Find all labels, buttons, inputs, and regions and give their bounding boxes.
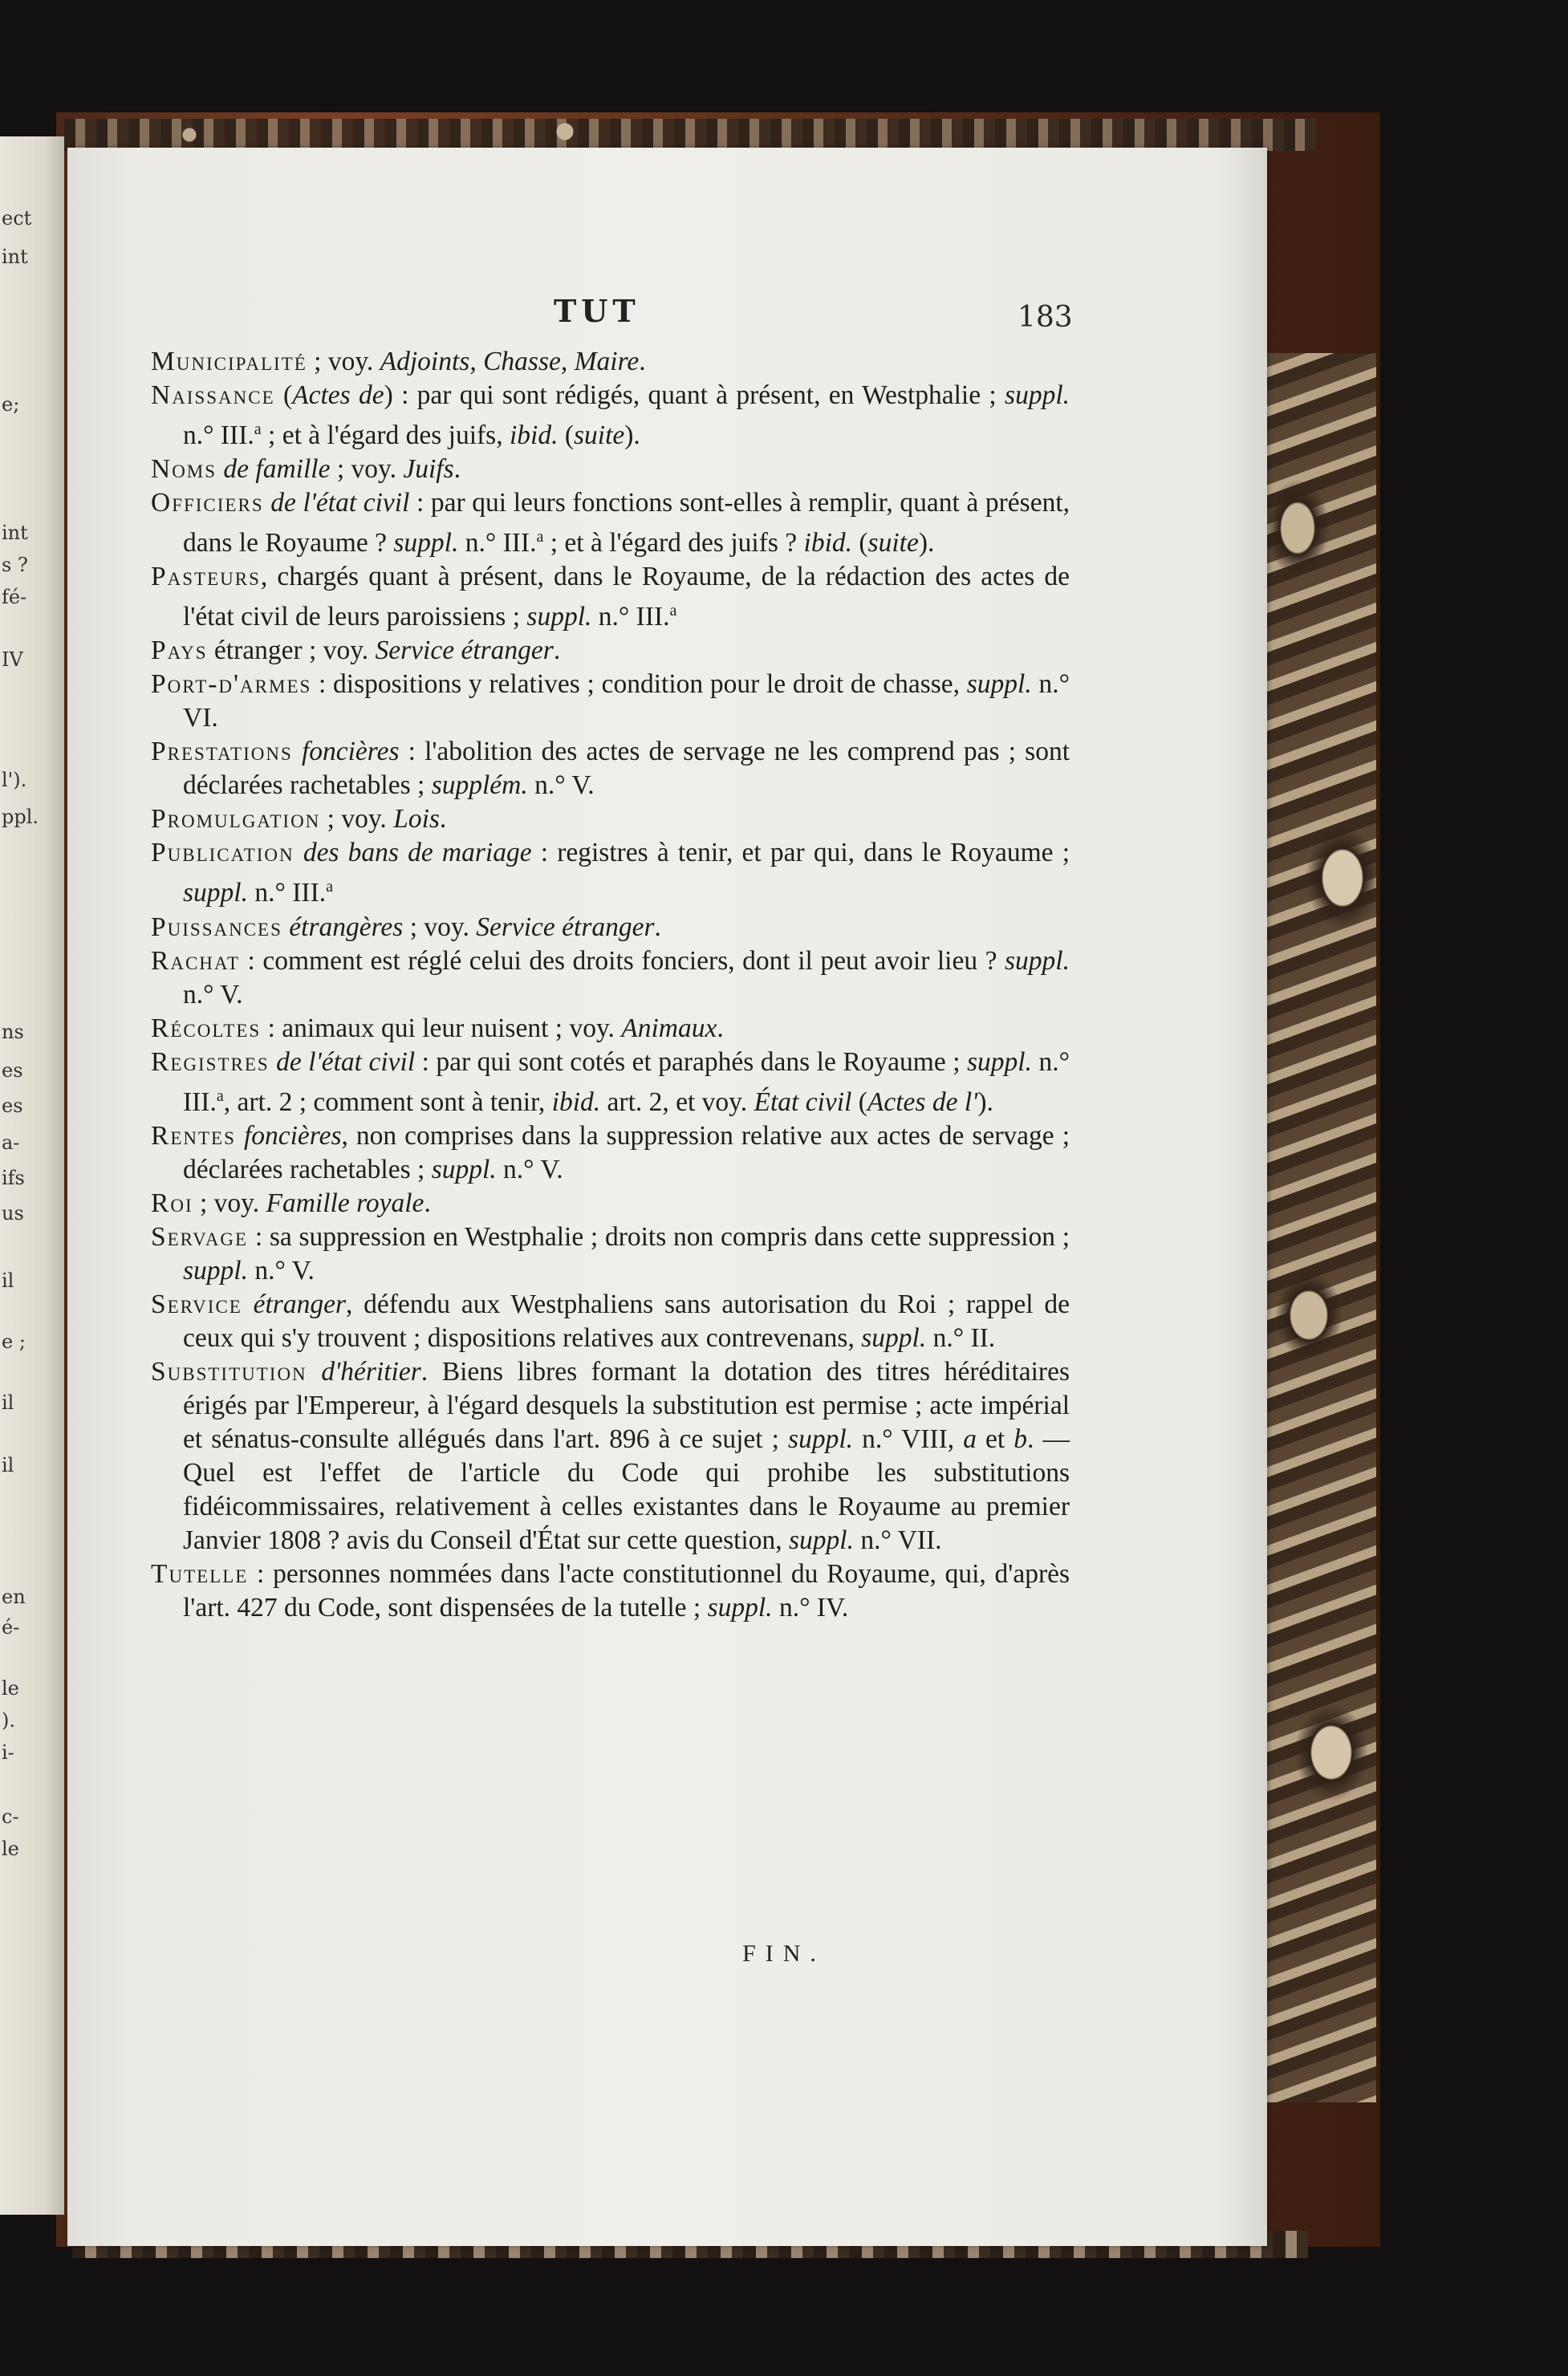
entry-headword: Rachat (151, 945, 241, 976)
entry-headword: Prestations (151, 737, 293, 767)
left-page-text-fragment: us (2, 1202, 24, 1225)
entry-text (264, 488, 271, 518)
entry-headword: Municipalité (151, 347, 307, 376)
left-page-text-fragment: ns (2, 1021, 24, 1043)
entry-superscript: a (669, 602, 677, 620)
entry-italic-text: Lois (393, 804, 440, 835)
entry-headword: Publication (151, 838, 295, 868)
entry-text: n.° V. (496, 1154, 563, 1184)
entry-italic-text: étranger (253, 1289, 346, 1319)
entry-headword: Puissances (151, 912, 282, 942)
entry-text: n.° V. (247, 1255, 315, 1285)
entry-headword: Servage (151, 1221, 249, 1252)
index-entry (151, 345, 1070, 379)
left-page-text-fragment: es (2, 1059, 23, 1082)
entry-text: . (424, 1188, 431, 1218)
entry-text: ; voy. (330, 454, 404, 485)
entry-text: ; voy. (320, 804, 394, 835)
left-page-text-fragment: IV (2, 648, 23, 671)
entry-italic-text: suppl. (183, 1255, 248, 1285)
left-page-text-fragment: e; (2, 393, 20, 416)
entry-italic-text: suite (573, 420, 625, 451)
entry-text: n.° III. (183, 1046, 1070, 1117)
entry-italic-text: suppl. (966, 669, 1032, 700)
entry-headword: Noms (151, 454, 217, 485)
left-page-text-fragment: i- (2, 1741, 14, 1764)
entry-italic-text: Famille royale (266, 1188, 424, 1218)
entry-headword: Substitution (151, 1356, 307, 1387)
entry-italic-text: de l'état civil (270, 488, 410, 518)
index-entry (151, 1187, 1070, 1220)
entry-text: ). (624, 420, 640, 451)
entry-italic-text: Juifs (403, 454, 454, 485)
entry-text: ). (977, 1086, 993, 1117)
entry-text: art. 2, et voy. (600, 1086, 754, 1117)
end-mark: FIN. (742, 1940, 826, 1967)
left-page-text-fragment: en (2, 1586, 26, 1608)
entry-superscript: a (216, 1086, 224, 1105)
entry-text: ; voy. (193, 1188, 266, 1218)
entry-italic-text: supplém. (431, 770, 528, 801)
marbled-endpaper (1264, 353, 1376, 2102)
index-entry (151, 1119, 1070, 1187)
entry-headword: Port-d'armes (151, 669, 312, 700)
entry-italic-text: de l'état civil (276, 1046, 416, 1077)
entry-text: . (639, 347, 646, 376)
index-entry (151, 486, 1070, 560)
entry-text: . (654, 912, 661, 942)
entry-headword: Rentes (151, 1120, 236, 1151)
entry-text: . (453, 454, 461, 485)
entry-text: ). (918, 528, 935, 558)
entry-headword: Pays (151, 636, 208, 666)
entry-text: : l'abolition des actes de servage ne les comprend pas ; sont déclarées rachetables ; (183, 737, 1070, 801)
entry-text (242, 1290, 254, 1319)
entry-italic-text: ibid. (803, 528, 853, 558)
entry-italic-text: suppl. (861, 1322, 927, 1353)
left-page-text-fragment: e ; (2, 1330, 26, 1353)
left-page-text-fragment: le (2, 1677, 19, 1700)
entry-text: et (976, 1424, 1014, 1454)
entry-text: n.° III. (183, 420, 254, 451)
entry-text: : par qui sont cotés et paraphés dans le Royaume ; (415, 1046, 967, 1077)
left-page-text-fragment: c- (2, 1805, 19, 1828)
entry-text: : par qui leurs fonctions sont-elles à remplir, quant à présent, dans le Royaume ? (183, 488, 1070, 558)
entry-headword: Tutelle (151, 1558, 249, 1589)
index-entry (151, 1288, 1070, 1355)
left-page-text-fragment: é- (2, 1616, 20, 1639)
entry-italic-text: Actes de (292, 380, 384, 410)
entry-italic-text: ibid. (551, 1086, 601, 1117)
entry-headword: Roi (151, 1188, 193, 1218)
index-entry (151, 1355, 1070, 1558)
left-page-text-fragment: il (2, 1391, 14, 1414)
index-entries (151, 345, 1070, 1625)
entry-italic-text: ibid. (509, 420, 559, 451)
entry-text (293, 737, 302, 766)
index-entry (151, 668, 1070, 735)
entry-italic-text: b (1014, 1424, 1028, 1454)
entry-text (282, 912, 289, 942)
entry-text: : personnes nommées dans l'acte constitutionnel du Royaume, qui, d'après l'art. 427 du Code, sont dispensées de la tutelle ; (183, 1558, 1070, 1623)
entry-italic-text: Adjoints, Chasse, Maire (380, 347, 640, 376)
entry-text: n.° II. (926, 1322, 996, 1353)
index-entry (151, 560, 1070, 634)
entry-italic-text: État civil (754, 1086, 852, 1117)
entry-text: , chargés quant à présent, dans le Royaume, de la rédaction des actes de l'état civil de leurs paroissiens ; (183, 562, 1070, 632)
index-entry (151, 1558, 1070, 1625)
entry-text: ; et à l'égard des juifs ? (543, 528, 804, 558)
entry-text: : animaux qui leur nuisent ; voy. (261, 1013, 622, 1043)
entry-text: n.° III. (458, 528, 537, 558)
entry-italic-text: suppl. (393, 528, 459, 558)
entry-text: n.° VII. (853, 1525, 942, 1555)
entry-headword: Registres (151, 1046, 270, 1077)
entry-text: ; voy. (403, 912, 477, 942)
entry-italic-text: suppl. (183, 878, 248, 908)
page-number: 183 (1018, 301, 1073, 334)
entry-superscript: a (254, 420, 262, 438)
left-page-text-fragment: int (2, 522, 28, 544)
entry-italic-text: foncières (301, 737, 400, 767)
index-entry (151, 802, 1070, 836)
entry-italic-text: Service étranger (476, 912, 655, 942)
entry-text: , non comprises dans la suppression relative aux actes de servage ; déclarées rachetables ; (183, 1120, 1070, 1184)
entry-text: n.° VIII, (853, 1424, 964, 1454)
entry-text (295, 838, 303, 867)
entry-text: n.° III. (591, 602, 670, 632)
entry-text: n.° IV. (772, 1592, 849, 1623)
entry-headword: Naissance (151, 380, 275, 410)
entry-text: ; voy. (307, 347, 380, 376)
entry-text: . (553, 636, 561, 666)
entry-italic-text: foncières (243, 1120, 342, 1151)
index-entry (151, 1220, 1070, 1288)
left-page-text-fragment: l'). (2, 769, 27, 791)
entry-text: n.° V. (527, 770, 595, 801)
entry-text: , art. 2 ; comment sont à tenir, (223, 1086, 552, 1117)
left-page-text-fragment: int (2, 246, 28, 268)
entry-text (270, 1047, 276, 1077)
entry-italic-text: suite (867, 528, 919, 558)
entry-headword: Service (151, 1289, 242, 1319)
marbled-edge-top (64, 119, 1316, 151)
entry-italic-text: suppl. (967, 1046, 1032, 1077)
entry-italic-text: suppl. (707, 1592, 773, 1623)
entry-headword: Pasteurs (151, 562, 261, 592)
left-page-text-fragment: ect (2, 207, 32, 229)
entry-italic-text: suppl. (788, 1424, 854, 1454)
left-page-text-fragment: le (2, 1838, 19, 1860)
entry-italic-text: d'héritier (321, 1356, 421, 1387)
index-entry (151, 836, 1070, 910)
entry-text: ( (851, 1086, 867, 1117)
left-page-text-fragment: il (2, 1269, 14, 1292)
entry-superscript: a (326, 878, 333, 896)
entry-italic-text: suppl. (431, 1154, 497, 1184)
entry-text: ( (274, 380, 293, 410)
entry-text: n.° III. (247, 878, 327, 908)
entry-text: ) : par qui sont rédigés, quant à présent, en Westphalie ; (384, 380, 1005, 410)
left-page-edge (0, 136, 64, 2215)
entry-text: . (439, 804, 447, 835)
index-entry (151, 735, 1070, 802)
entry-text: ( (852, 528, 868, 558)
entry-text: : dispositions y relatives ; condition pour le droit de chasse, (311, 669, 967, 700)
entry-text (236, 1121, 244, 1151)
entry-text: : sa suppression en Westphalie ; droits non compris dans cette suppression ; (248, 1221, 1070, 1252)
entry-italic-text: Service étranger (375, 636, 554, 666)
index-entry (151, 944, 1070, 1012)
left-page-text-fragment: il (2, 1454, 14, 1476)
entry-text (307, 1357, 322, 1387)
index-entry (151, 1046, 1070, 1119)
entry-italic-text: suppl. (1005, 945, 1070, 976)
entry-italic-text: Animaux (621, 1013, 717, 1043)
index-entry (151, 379, 1070, 453)
left-page-text-fragment: s ? (2, 554, 28, 576)
entry-text: . Biens libres formant la dotation des titres héréditaires érigés par l'Empereur, à l'égard desquels la substitution est permise ; acte impérial et sénatus-consulte allégués dans l'art. 896 à ce sujet ; (183, 1356, 1070, 1454)
index-entry (151, 453, 1070, 486)
left-page-text-fragment: ppl. (2, 806, 39, 828)
running-head: TUT (554, 293, 640, 329)
left-page-text-fragment: es (2, 1095, 23, 1117)
entry-text: n.° VI. (183, 669, 1070, 733)
left-page-text-fragment: ifs (2, 1167, 25, 1189)
entry-italic-text: suppl. (526, 602, 592, 632)
entry-italic-text: suppl. (788, 1525, 854, 1555)
entry-text: n.° V. (183, 979, 243, 1009)
entry-text: ( (558, 420, 574, 451)
entry-italic-text: suppl. (1005, 380, 1070, 410)
entry-headword: Récoltes (151, 1013, 262, 1043)
entry-text: : registres à tenir, et par qui, dans le Royaume ; (531, 838, 1070, 868)
entry-text: , défendu aux Westphaliens sans autorisation du Roi ; rappel de ceux qui s'y trouvent ; dispositions relatives aux contrevenans, (183, 1289, 1070, 1353)
entry-text: . (717, 1013, 724, 1043)
entry-text: ; et à l'égard des juifs, (261, 420, 510, 451)
entry-text: : comment est réglé celui des droits fonciers, dont il peut avoir lieu ? (240, 945, 1005, 976)
entry-text: . — Quel est l'effet de l'article du Code qui prohibe les substitutions fidéicommissaires, relativement à celles existantes dans le Royaume au premier Janvier 1808 ? avis du Conseil d'État sur cette question, (183, 1424, 1070, 1555)
entry-italic-text: des bans de mariage (303, 838, 532, 868)
index-entry (151, 634, 1070, 668)
entry-headword: Officiers (151, 488, 264, 518)
entry-italic-text: Actes de l' (867, 1086, 978, 1117)
entry-headword: Promulgation (151, 804, 321, 835)
left-page-text-fragment: ). (2, 1709, 15, 1732)
left-page-text-fragment: a- (2, 1131, 20, 1154)
index-entry (151, 1012, 1070, 1046)
entry-italic-text: de famille (223, 454, 331, 485)
entry-text: étranger ; voy. (207, 636, 376, 666)
entry-superscript: a (536, 528, 544, 546)
index-entry (151, 911, 1070, 944)
entry-italic-text: étrangères (289, 912, 404, 942)
left-page-text-fragment: fé- (2, 586, 27, 608)
entry-italic-text: a (963, 1424, 977, 1454)
